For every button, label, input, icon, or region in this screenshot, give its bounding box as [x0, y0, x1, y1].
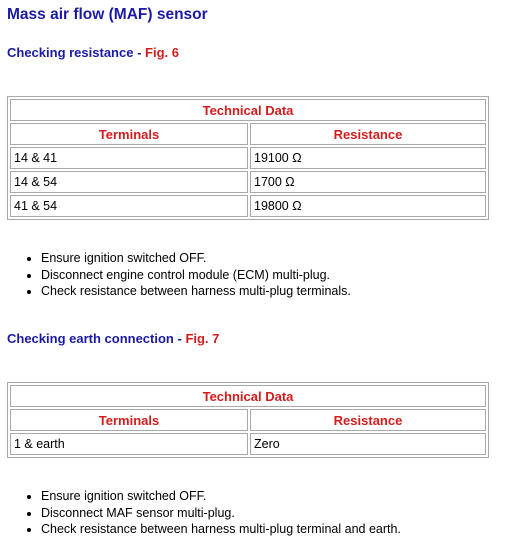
list-item: • Check resistance between harness multi-plug terminals. [41, 283, 516, 300]
section-heading-earth [7, 331, 219, 346]
table-row [10, 195, 486, 217]
list-item: • Check resistance between harness multi-plug terminal and earth. [41, 521, 516, 538]
column-header-resistance: Resistance [250, 123, 486, 145]
technical-data-table-earth [7, 382, 489, 458]
column-header-terminals: Terminals [10, 409, 248, 431]
table-title: Technical Data [10, 99, 486, 121]
section-heading-text: Checking resistance [7, 45, 134, 60]
table-row [10, 433, 486, 455]
list-item: • Disconnect MAF sensor multi-plug. [41, 505, 516, 522]
list-item: • Ensure ignition switched OFF. [41, 250, 516, 267]
heading-separator: - [133, 45, 146, 60]
column-header-terminals: Terminals [10, 123, 248, 145]
page-title: Mass air flow (MAF) sensor [7, 6, 208, 23]
resistance-cell: 19800 Ω [250, 195, 486, 217]
terminals-cell: 14 & 41 [10, 147, 248, 169]
terminals-cell: 14 & 54 [10, 171, 248, 193]
terminals-cell: 41 & 54 [10, 195, 248, 217]
figure-reference-link[interactable]: Fig. 7 [185, 331, 220, 346]
table-row [10, 147, 486, 169]
table-title: Technical Data [10, 385, 486, 407]
resistance-cell: 19100 Ω [250, 147, 486, 169]
section-heading-text: Checking earth connection [7, 331, 174, 346]
terminals-cell: 1 & earth [10, 433, 248, 455]
list-item: • Ensure ignition switched OFF. [41, 488, 516, 505]
section-heading-resistance [7, 45, 179, 60]
table-row [10, 171, 486, 193]
technical-data-table-resistance [7, 96, 489, 220]
list-item: • Disconnect engine control module (ECM) multi-plug. [41, 267, 516, 284]
figure-reference-link[interactable]: Fig. 6 [145, 45, 179, 60]
column-header-resistance: Resistance [250, 409, 486, 431]
heading-separator: - [173, 331, 186, 346]
procedure-list-earth [22, 488, 516, 538]
procedure-list-resistance [22, 250, 516, 300]
resistance-cell: Zero [250, 433, 486, 455]
resistance-cell: 1700 Ω [250, 171, 486, 193]
